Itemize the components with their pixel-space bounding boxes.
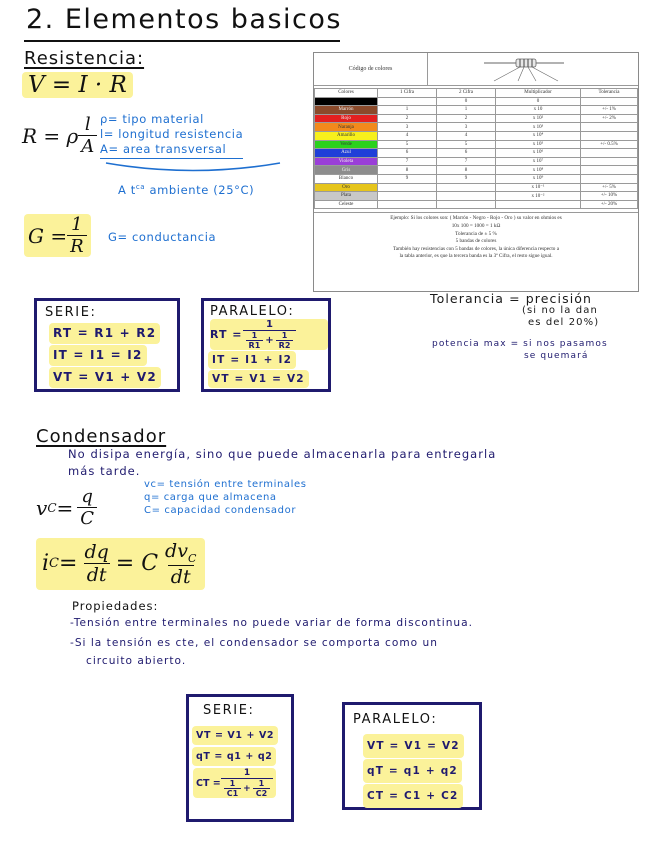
footer-line: la tabla anterior, es que la tercera banda es la 3ª Cifra, el resto sigue igual. [399, 253, 553, 260]
tolerance-cell: +/- 10% [581, 192, 638, 201]
col-cifra2: 2 Cifra [437, 89, 496, 98]
cifra1-cell: 7 [378, 157, 437, 166]
cifra1-cell: 1 [378, 106, 437, 115]
color-code-columns [315, 89, 638, 98]
paralelo-c-line: qT = q1 + q2 [363, 759, 462, 783]
vc-note: vc= tensión entre terminales [144, 479, 307, 490]
tolerancia-note-3: es del 20%) [528, 317, 600, 328]
color-code-row [315, 157, 638, 166]
paralelo-r-line: VT = V1 = V2 [208, 370, 309, 388]
cifra1-cell [378, 200, 437, 209]
propiedades-title: Propiedades: [72, 599, 159, 613]
cifra1-cell [378, 97, 437, 106]
tolerance-cell: +/- 0.5% [581, 140, 638, 149]
potencia-note-2: se quemará [524, 351, 589, 361]
cifra2-cell [437, 200, 496, 209]
r2: R2 [276, 340, 294, 350]
vc-note: q= carga que almacena [144, 492, 277, 503]
cifra1-cell [378, 183, 437, 192]
color-code-header [314, 53, 638, 86]
color-code-row [315, 200, 638, 209]
paralelo-rt-num: 1 [265, 319, 273, 330]
cifra2-cell: 4 [437, 131, 496, 140]
paralelo-capacitors-box [342, 702, 482, 810]
tolerance-cell [581, 149, 638, 158]
cifra1-cell [378, 192, 437, 201]
serie-resistors-box [34, 298, 180, 392]
note-area: A= area transversal [100, 142, 243, 159]
color-code-row [315, 149, 638, 158]
cifra1-cell: 8 [378, 166, 437, 175]
multiplier-cell [496, 200, 581, 209]
cifra2-cell: 9 [437, 174, 496, 183]
temp-sup: ca [135, 183, 146, 191]
color-name-cell: Oro [315, 183, 378, 192]
paralelo-resistors-box [201, 298, 331, 392]
ic-dvc-fraction [162, 540, 199, 588]
vc-note: C= capacidad condensador [144, 505, 297, 516]
tolerance-cell [581, 97, 638, 106]
temp-b: ambiente (25°C) [145, 182, 255, 197]
paralelo-c-line: VT = V1 = V2 [363, 734, 464, 758]
paralelo-r-line: IT = I1 + I2 [208, 351, 296, 369]
resistance-formula [22, 114, 97, 157]
color-code-grid [314, 88, 638, 209]
one: 1 [258, 779, 265, 788]
tolerance-cell: +/- 5% [581, 183, 638, 192]
vc-notes [144, 478, 307, 517]
cifra1-cell: 5 [378, 140, 437, 149]
color-name-cell: Rojo [315, 114, 378, 123]
condensador-heading: Condensador [36, 426, 167, 447]
multiplier-cell: x 10⁻¹ [496, 183, 581, 192]
temperature-note [118, 180, 254, 198]
cifra1-cell: 3 [378, 123, 437, 132]
serie-capacitors-title: SERIE: [203, 703, 255, 718]
temp-a: A t [118, 182, 136, 197]
vc-num: q [81, 486, 93, 507]
one: 1 [229, 779, 236, 788]
ic-lhs: i [42, 551, 50, 577]
col-tolerancia: Tolerancia [581, 89, 638, 98]
propiedad-2a: -Si la tensión es cte, el condensador se comporta como un [70, 637, 438, 649]
cifra2-cell: 5 [437, 140, 496, 149]
cifra2-cell: 6 [437, 149, 496, 158]
tolerancia-note-2: (si no la dan [522, 305, 598, 316]
footer-line: También hay resistencias con 5 bandas de colores, la única diferencia respecto a [393, 245, 559, 252]
col-colores: Colores [315, 89, 378, 98]
footer-line: 10x 100 = 1000 = 1 kΩ [451, 222, 501, 229]
color-name-cell: Naranja [315, 123, 378, 132]
ic-dq: dq [84, 541, 109, 564]
cifra1-cell: 6 [378, 149, 437, 158]
tolerance-cell: +/- 20% [581, 200, 638, 209]
vc-fraction [77, 486, 97, 529]
condensador-desc-1: No disipa energía, sino que puede almacenarla para entregarla [68, 447, 497, 461]
conductance-fraction [67, 214, 87, 257]
multiplier-cell: 0 [496, 97, 581, 106]
color-code-footer [314, 212, 638, 261]
color-name-cell: Gris [315, 166, 378, 175]
multiplier-cell: x 10⁷ [496, 157, 581, 166]
vc-eq: = [56, 495, 74, 520]
tolerance-cell: +/- 2% [581, 114, 638, 123]
serie-resistors-title: SERIE: [45, 305, 97, 320]
ic-dq-fraction [81, 541, 111, 586]
brace-underline [104, 160, 282, 178]
c2: C2 [253, 788, 270, 798]
tolerance-cell [581, 157, 638, 166]
color-name-cell: Marrón [315, 106, 378, 115]
resistance-fraction [78, 114, 97, 157]
multiplier-cell: x 10⁵ [496, 140, 581, 149]
color-name-cell: Plata [315, 192, 378, 201]
cifra2-cell: 8 [437, 166, 496, 175]
color-code-row [315, 183, 638, 192]
multiplier-cell: x 10⁻² [496, 192, 581, 201]
color-name-cell: Celeste [315, 200, 378, 209]
cifra2-cell [437, 183, 496, 192]
c1: C1 [224, 788, 241, 798]
paralelo-capacitors-title: PARALELO: [353, 712, 438, 727]
tolerance-cell [581, 166, 638, 175]
color-code-row [315, 106, 638, 115]
footer-line: Ejemplo: Si los colores son: ( Marrón - Negro - Rojo - Oro ) su valor en ohmios es [390, 215, 562, 222]
cifra2-cell: 7 [437, 157, 496, 166]
cifra1-cell: 9 [378, 174, 437, 183]
footer-line: 5 bandas de colores [455, 238, 497, 245]
col-cifra1: 1 Cifra [378, 89, 437, 98]
resistor-icon [474, 55, 574, 83]
ic-eq-c: = C [115, 551, 159, 577]
multiplier-cell: x 10 [496, 106, 581, 115]
condensador-desc-2: más tarde. [68, 464, 141, 478]
multiplier-cell: x 10⁹ [496, 174, 581, 183]
ohm-law-formula: V = I · R [22, 72, 133, 98]
one: 1 [251, 331, 258, 340]
ic-formula [36, 538, 205, 590]
serie-ct-fraction: 1 $\frac{1}{C1}$ + $\frac{1}{C2}$ [221, 768, 273, 798]
cifra2-cell [437, 192, 496, 201]
vc-formula [36, 486, 97, 529]
cifra2-cell: 3 [437, 123, 496, 132]
color-code-row [315, 123, 638, 132]
serie-c-line: VT = V1 + V2 [192, 726, 278, 745]
vc-lhs: v [36, 495, 48, 520]
ic-dvc-sub: C [187, 551, 197, 565]
color-name-cell: Blanco [315, 174, 378, 183]
paralelo-resistors-title: PARALELO: [210, 304, 295, 319]
color-code-row [315, 174, 638, 183]
color-name-cell: Azul [315, 149, 378, 158]
cifra2-cell: 2 [437, 114, 496, 123]
footer-line: Tolerancia de ± 5 % [455, 230, 497, 237]
conductance-lhs: G = [28, 223, 68, 248]
potencia-note: potencia max = si nos pasamos [432, 339, 608, 349]
cifra1-cell: 4 [378, 131, 437, 140]
color-code-row [315, 140, 638, 149]
serie-r-line: RT = R1 + R2 [49, 323, 160, 344]
title-underline [24, 40, 340, 42]
color-name-cell [315, 97, 378, 106]
one: 1 [243, 768, 251, 778]
page-title: 2. Elementos basicos [26, 4, 342, 35]
conductance-note: G= conductancia [108, 230, 217, 244]
resistencia-heading: Resistencia: [24, 48, 145, 69]
cifra2-cell: 1 [437, 106, 496, 115]
paralelo-c-line: CT = C1 + C2 [363, 784, 463, 808]
tolerance-cell: +/- 1% [581, 106, 638, 115]
propiedad-1: -Tensión entre terminales no puede variar de forma discontinua. [70, 617, 473, 629]
paralelo-rt-fraction [243, 319, 297, 350]
multiplier-cell: x 10³ [496, 123, 581, 132]
multiplier-cell: x 10² [496, 114, 581, 123]
color-code-row [315, 114, 638, 123]
one: 1 [281, 331, 288, 340]
ic-dvc: dv [165, 540, 188, 562]
color-name-cell: Amarillo [315, 131, 378, 140]
vc-den: C [77, 507, 97, 529]
multiplier-cell: x 10⁸ [496, 166, 581, 175]
multiplier-cell: x 10⁴ [496, 131, 581, 140]
paralelo-rt-lhs: RT = [210, 328, 243, 341]
serie-r-line: VT = V1 + V2 [49, 367, 161, 388]
color-code-row [315, 97, 638, 106]
conductance-den: R [67, 235, 87, 257]
resistance-den: A [78, 135, 97, 157]
tolerance-cell [581, 174, 638, 183]
color-name-cell: Verde [315, 140, 378, 149]
tolerancia-note: Tolerancia = precisión [430, 291, 593, 306]
note-length: l= longitud resistencia [100, 127, 244, 141]
resistance-lhs: R = ρ [22, 123, 79, 148]
serie-ct-lhs: CT = [196, 777, 221, 789]
serie-c-line: qT = q1 + q2 [192, 747, 276, 766]
cifra1-cell: 2 [378, 114, 437, 123]
ic-dt2: dt [168, 565, 194, 588]
paralelo-rt-den: $\frac{1}{R1}$ + $\frac{1}{R2}$ [243, 330, 297, 350]
conductance-num: 1 [71, 214, 83, 235]
ic-sub: C [49, 556, 59, 572]
paralelo-rt-formula [210, 319, 328, 350]
resistance-num: l [84, 114, 91, 135]
serie-capacitors-box [186, 694, 294, 822]
serie-ct-formula [193, 768, 276, 798]
cifra2-cell: 0 [437, 97, 496, 106]
color-name-cell: Violeta [315, 157, 378, 166]
color-code-row [315, 192, 638, 201]
col-multiplicador: Multiplicador [496, 89, 581, 98]
color-code-row [315, 131, 638, 140]
propiedad-2b: circuito abierto. [86, 655, 187, 667]
color-code-table [313, 52, 639, 292]
note-rho: ρ= tipo material [100, 112, 204, 126]
ic-dt: dt [84, 563, 110, 586]
r1: R1 [246, 340, 264, 350]
multiplier-cell: x 10⁶ [496, 149, 581, 158]
ic-eq: = [59, 551, 78, 577]
color-code-row [315, 166, 638, 175]
resistance-notes [100, 112, 243, 159]
color-code-label: Código de colores [314, 53, 428, 85]
conductance-formula [24, 214, 91, 257]
vc-sub: C [47, 500, 57, 515]
tolerance-cell [581, 123, 638, 132]
tolerance-cell [581, 131, 638, 140]
serie-r-line: IT = I1 = I2 [49, 345, 147, 366]
